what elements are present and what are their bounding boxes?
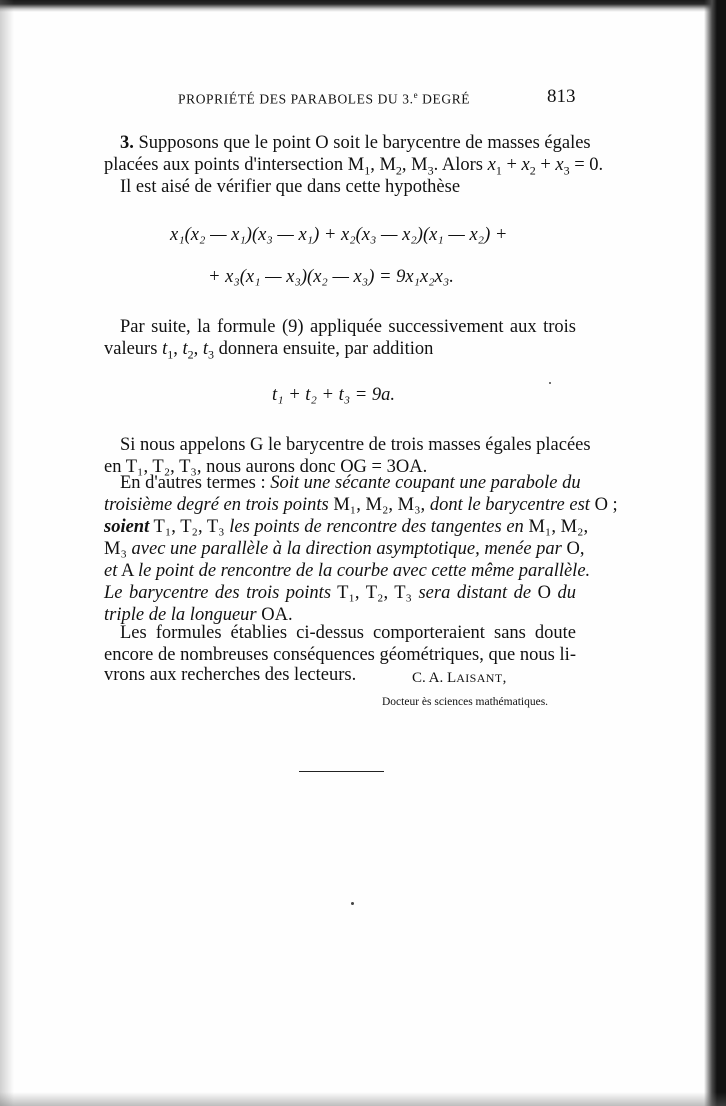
para5-line2: encore de nombreuses conséquences géométriques, que nous li- xyxy=(104,645,576,665)
scan-right-edge xyxy=(704,0,726,1106)
para4-line1: En d'autres termes : Soit une sécante coupant une parabole du xyxy=(120,473,581,493)
scan-top-edge xyxy=(0,0,726,12)
section-number: 3. xyxy=(120,133,134,153)
para4-line3: soient T₁, T₂, T₃ les points de rencontre des tangentes en M₁, M₂, xyxy=(104,517,589,537)
para1-line3: Il est aisé de vérifier que dans cette hypothèse xyxy=(120,177,461,197)
scan-speck xyxy=(351,902,354,905)
para3-line1: Si nous appelons G le barycentre de trois masses égales placées xyxy=(120,435,591,455)
scan-bottom-edge xyxy=(0,1092,726,1106)
para4-line5: et A le point de rencontre de la courbe avec cette même parallèle. xyxy=(104,561,591,581)
para4-line4: M₃ avec une parallèle à la direction asymptotique, menée par O, xyxy=(104,539,585,559)
page-number: 813 xyxy=(547,86,576,107)
para4-line7: triple de la longueur OA. xyxy=(104,605,293,625)
para3-line2: en T₁, T₂, T₃, nous aurons donc OG = 3OA. xyxy=(104,457,428,477)
running-head-title: PROPRIÉTÉ DES PARABOLES DU 3. xyxy=(178,91,414,107)
equation-2: t₁ + t₂ + t₃ = 9a. xyxy=(272,385,396,405)
author-signature: C. A. LAISANT, xyxy=(412,670,507,686)
para2-line1: Par suite, la formule (9) appliquée successivement aux trois xyxy=(120,317,576,337)
divider-rule xyxy=(299,771,384,772)
equation-1-line1: x₁(x₂ — x₁)(x₃ — x₁) + x₂(x₃ — x₂)(x₁ — x₂) + xyxy=(170,225,508,245)
running-head-title-end: DEGRÉ xyxy=(422,91,471,107)
para5-line1: Les formules établies ci-dessus comporteraient sans doute xyxy=(120,623,576,643)
running-head xyxy=(178,90,470,108)
author-credentials: Docteur ès sciences mathématiques. xyxy=(382,696,549,708)
para4-line6: Le barycentre des trois points T₁, T₂, T₃ sera distant de O du xyxy=(104,583,576,603)
para2-line2: valeurs $t_1$, $t_2$, $t_3$ donnera ensuite, par addition xyxy=(104,339,434,362)
para4-line2: troisième degré en trois points M₁, M₂, M₃, dont le barycentre est O ; xyxy=(104,495,618,515)
running-head-superscript: e xyxy=(413,90,419,100)
para1-line1: 3. Supposons que le point O soit le barycentre de masses égales xyxy=(120,133,591,153)
scan-speck xyxy=(549,382,551,384)
scan-left-edge xyxy=(0,0,14,1106)
para1-line2: placées aux points d'intersection $M_1$, $M_2$, $M_3$. Alors $x_1 + x_2 + x_3 = 0$. xyxy=(104,155,604,178)
para5-line3: vrons aux recherches des lecteurs. xyxy=(104,665,357,685)
equation-1-line2: + x₃(x₁ — x₃)(x₂ — x₃) = 9x₁x₂x₃. xyxy=(208,267,454,287)
